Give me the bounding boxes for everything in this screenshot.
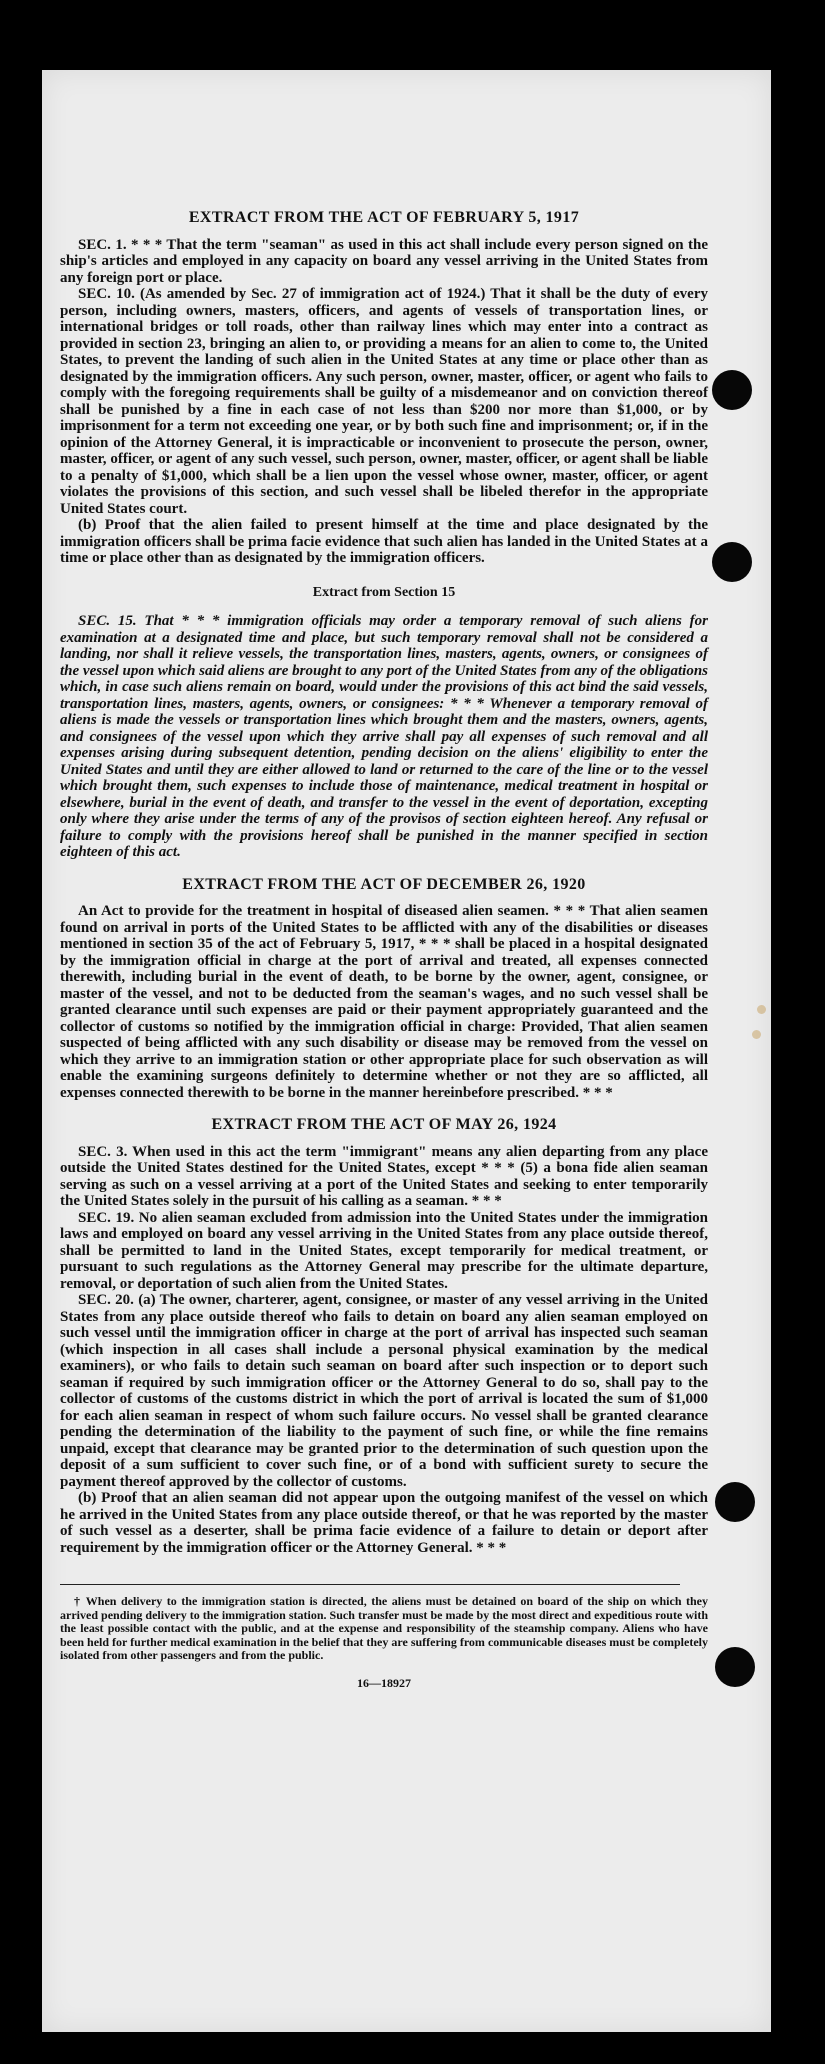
punch-hole [712,542,752,582]
paragraph-act-1920: An Act to provide for the treatment in hospital of diseased alien seamen. * * * That alien seamen found on arrival in ports of the United States to be afflicted with any of the disabilities or diseases mentioned in section 35 of the act of February 5, 1917, * * * shall be placed in a hospital designated by the immigration official in charge at the port of arrival and treated, all expenses connected therewith, including burial in the event of death, to be borne by the owner, agent, consignee, or master of the vessel, and not to be deducted from the seaman's wages, and no such vessel shall be granted clearance until such expenses are paid or their payment appropriately guaranteed and the collector of customs so notified by the immigration official in charge: Provided, That alien seamen suspected of being afflicted with any such disability or disease may be removed from the vessel on which they arrive to an immigration station or other appropriate place for such observation as will enable the examining surgeons definitely to determine whether or not they are so afflicted, all expenses connected therewith to be borne in the manner hereinbefore prescribed. * * * [60,903,708,1101]
section-heading: EXTRACT FROM THE ACT OF MAY 26, 1924 [211,1116,557,1133]
punch-hole [715,1482,755,1522]
paragraph-sec-10: SEC. 10. (As amended by Sec. 27 of immigration act of 1924.) That it shall be the duty of every person, including owners, masters, officers, and agents of vessels of transportation lines, or international bridges or toll roads, other than railway lines which may enter into a contract as provided in section 23, bringing an alien to, or providing a means for an alien to come to, the United States, to prevent the landing of such alien in the United States at any time or place other than as designated by the immigration officers. Any such person, owner, master, officer, or agent who fails to comply with the foregoing requirements shall be guilty of a misdemeanor and on conviction thereof shall be punished by a fine in each case of not less than $200 nor more than $1,000, or by imprisonment for a term not exceeding one year, or by both such fine and imprisonment; or, if in the opinion of the Attorney General, it is impracticable or inconvenient to prosecute the person, owner, master, officer, or agent of any such vessel, such person, owner, master, officer, or agent shall be liable to a penalty of $1,000, which shall be a lien upon the vessel whose owner, master, officer, or agent violates the provisions of this section, and such vessel shall be libeled therefor in the appropriate United States court. [60,286,708,517]
paragraph-sec-15: SEC. 15. That * * * immigration officials may order a temporary removal of such aliens for examination at a designated time and place, but such temporary removal shall not be considered a landing, nor shall it relieve vessels, the transportation lines, masters, agents, owners, or consignees of the vessel upon which said aliens are brought to any port of the United States from any of the obligations which, in case such aliens remain on board, would under the provisions of this act bind the said vessels, transportation lines, masters, agents, owners, or consignees: * * * Whenever a temporary removal of aliens is made the vessels or transportation lines which brought them and the masters, owners, agents, and consignees of the vessel upon which they arrive shall pay all expenses of such removal and all expenses arising during subsequent detention, pending decision on the aliens' eligibility to enter the United States and until they are either allowed to land or returned to the care of the line or to the vessel which brought them, such expenses to include those of maintenance, medical treatment in hospital or elsewhere, burial in the event of death, and transfer to the vessel in the event of deportation, excepting only where they arise under the terms of any of the provisos of section eighteen hereof. Any refusal or failure to comply with the provisions hereof shall be punished in the manner specified in section eighteen of this act. [60,613,708,860]
paper-stain [752,1030,761,1039]
form-number: 16—18927 [357,1675,411,1690]
paragraph-sec-10-b: (b) Proof that the alien failed to present himself at the time and place designated by the immigration officers shall be prima facie evidence that such alien has landed in the United States at a time or place other than as designated by the immigration officers. [60,517,708,566]
paragraph-sec-1: SEC. 1. * * * That the term "seaman" as used in this act shall include every person signed on the ship's articles and employed in any capacity on board any vessel arriving in the United States from any foreign port or place. [60,236,708,286]
punch-hole [712,370,752,410]
document-text [60,210,708,1691]
footnote-divider [60,1584,680,1585]
section-heading: Extract from Section 15 [312,584,456,600]
section-act-1924 [60,1117,708,1556]
section-act-1920 [60,877,708,1102]
paragraph-sec-19: SEC. 19. No alien seaman excluded from admission into the United States under the immigration laws and employed on board any vessel arriving in the United States from any place outside thereof, shall be permitted to land in the United States, except temporarily for medical treatment, or pursuant to such regulations as the Attorney General may prescribe for the ultimate departure, removal, or deportation of such alien from the United States. [60,1209,708,1292]
section-heading: EXTRACT FROM THE ACT OF FEBRUARY 5, 1917 [188,209,580,226]
section-15-extract [60,585,708,861]
paragraph-sec-3: SEC. 3. When used in this act the term "immigrant" means any alien departing from any place outside the United States destined for the United States, except * * * (5) a bona fide alien seaman serving as such on a vessel arriving at a port of the United States and seeking to enter temporarily the United States solely in the pursuit of his calling as a seaman. * * * [60,1143,708,1209]
paper-stain [757,1005,766,1014]
punch-hole [715,1647,755,1687]
footnote: † When delivery to the immigration station is directed, the aliens must be detained on board of the ship on which they arrived pending delivery to the immigration station. Such transfer must be made by the most direct and expeditious route with the least possible contact with the public, and at the expense and responsibility of the steamship company. Aliens who have been held for further medical examination in the belief that they are suffering from communicable diseases must be completely isolated from other passengers and from the public. [60,1594,708,1662]
section-act-1917 [60,210,708,567]
paragraph-sec-20-a: SEC. 20. (a) The owner, charterer, agent, consignee, or master of any vessel arriving in the United States from any place outside thereof who fails to detain on board any alien seaman employed on such vessel until the immigration officer in charge at the port of arrival has inspected such seaman (which inspection in all cases shall include a personal physical examination by the medical examiners), or who fails to detain such seaman on board after such inspection or to deport such seaman if required by such immigration officer or the Attorney General to do so, shall pay to the collector of customs of the customs district in which the port of arrival is located the sum of $1,000 for each alien seaman in respect of whom such failure occurs. No vessel shall be granted clearance pending the determination of the liability to the payment of such fine, or while the fine remains unpaid, except that clearance may be granted prior to the determination of such question upon the deposit of a sum sufficient to cover such fine, or of a bond with sufficient surety to secure the payment thereof approved by the collector of customs. [60,1292,708,1490]
section-heading: EXTRACT FROM THE ACT OF DECEMBER 26, 1920 [182,875,586,893]
paragraph-sec-20-b: (b) Proof that an alien seaman did not appear upon the outgoing manifest of the vessel on which he arrived in the United States from any place outside thereof, or that he was reported by the master of such vessel as a deserter, shall be prima facie evidence of a failure to detain or deport after requirement by the immigration officer or the Attorney General. * * * [60,1490,708,1556]
